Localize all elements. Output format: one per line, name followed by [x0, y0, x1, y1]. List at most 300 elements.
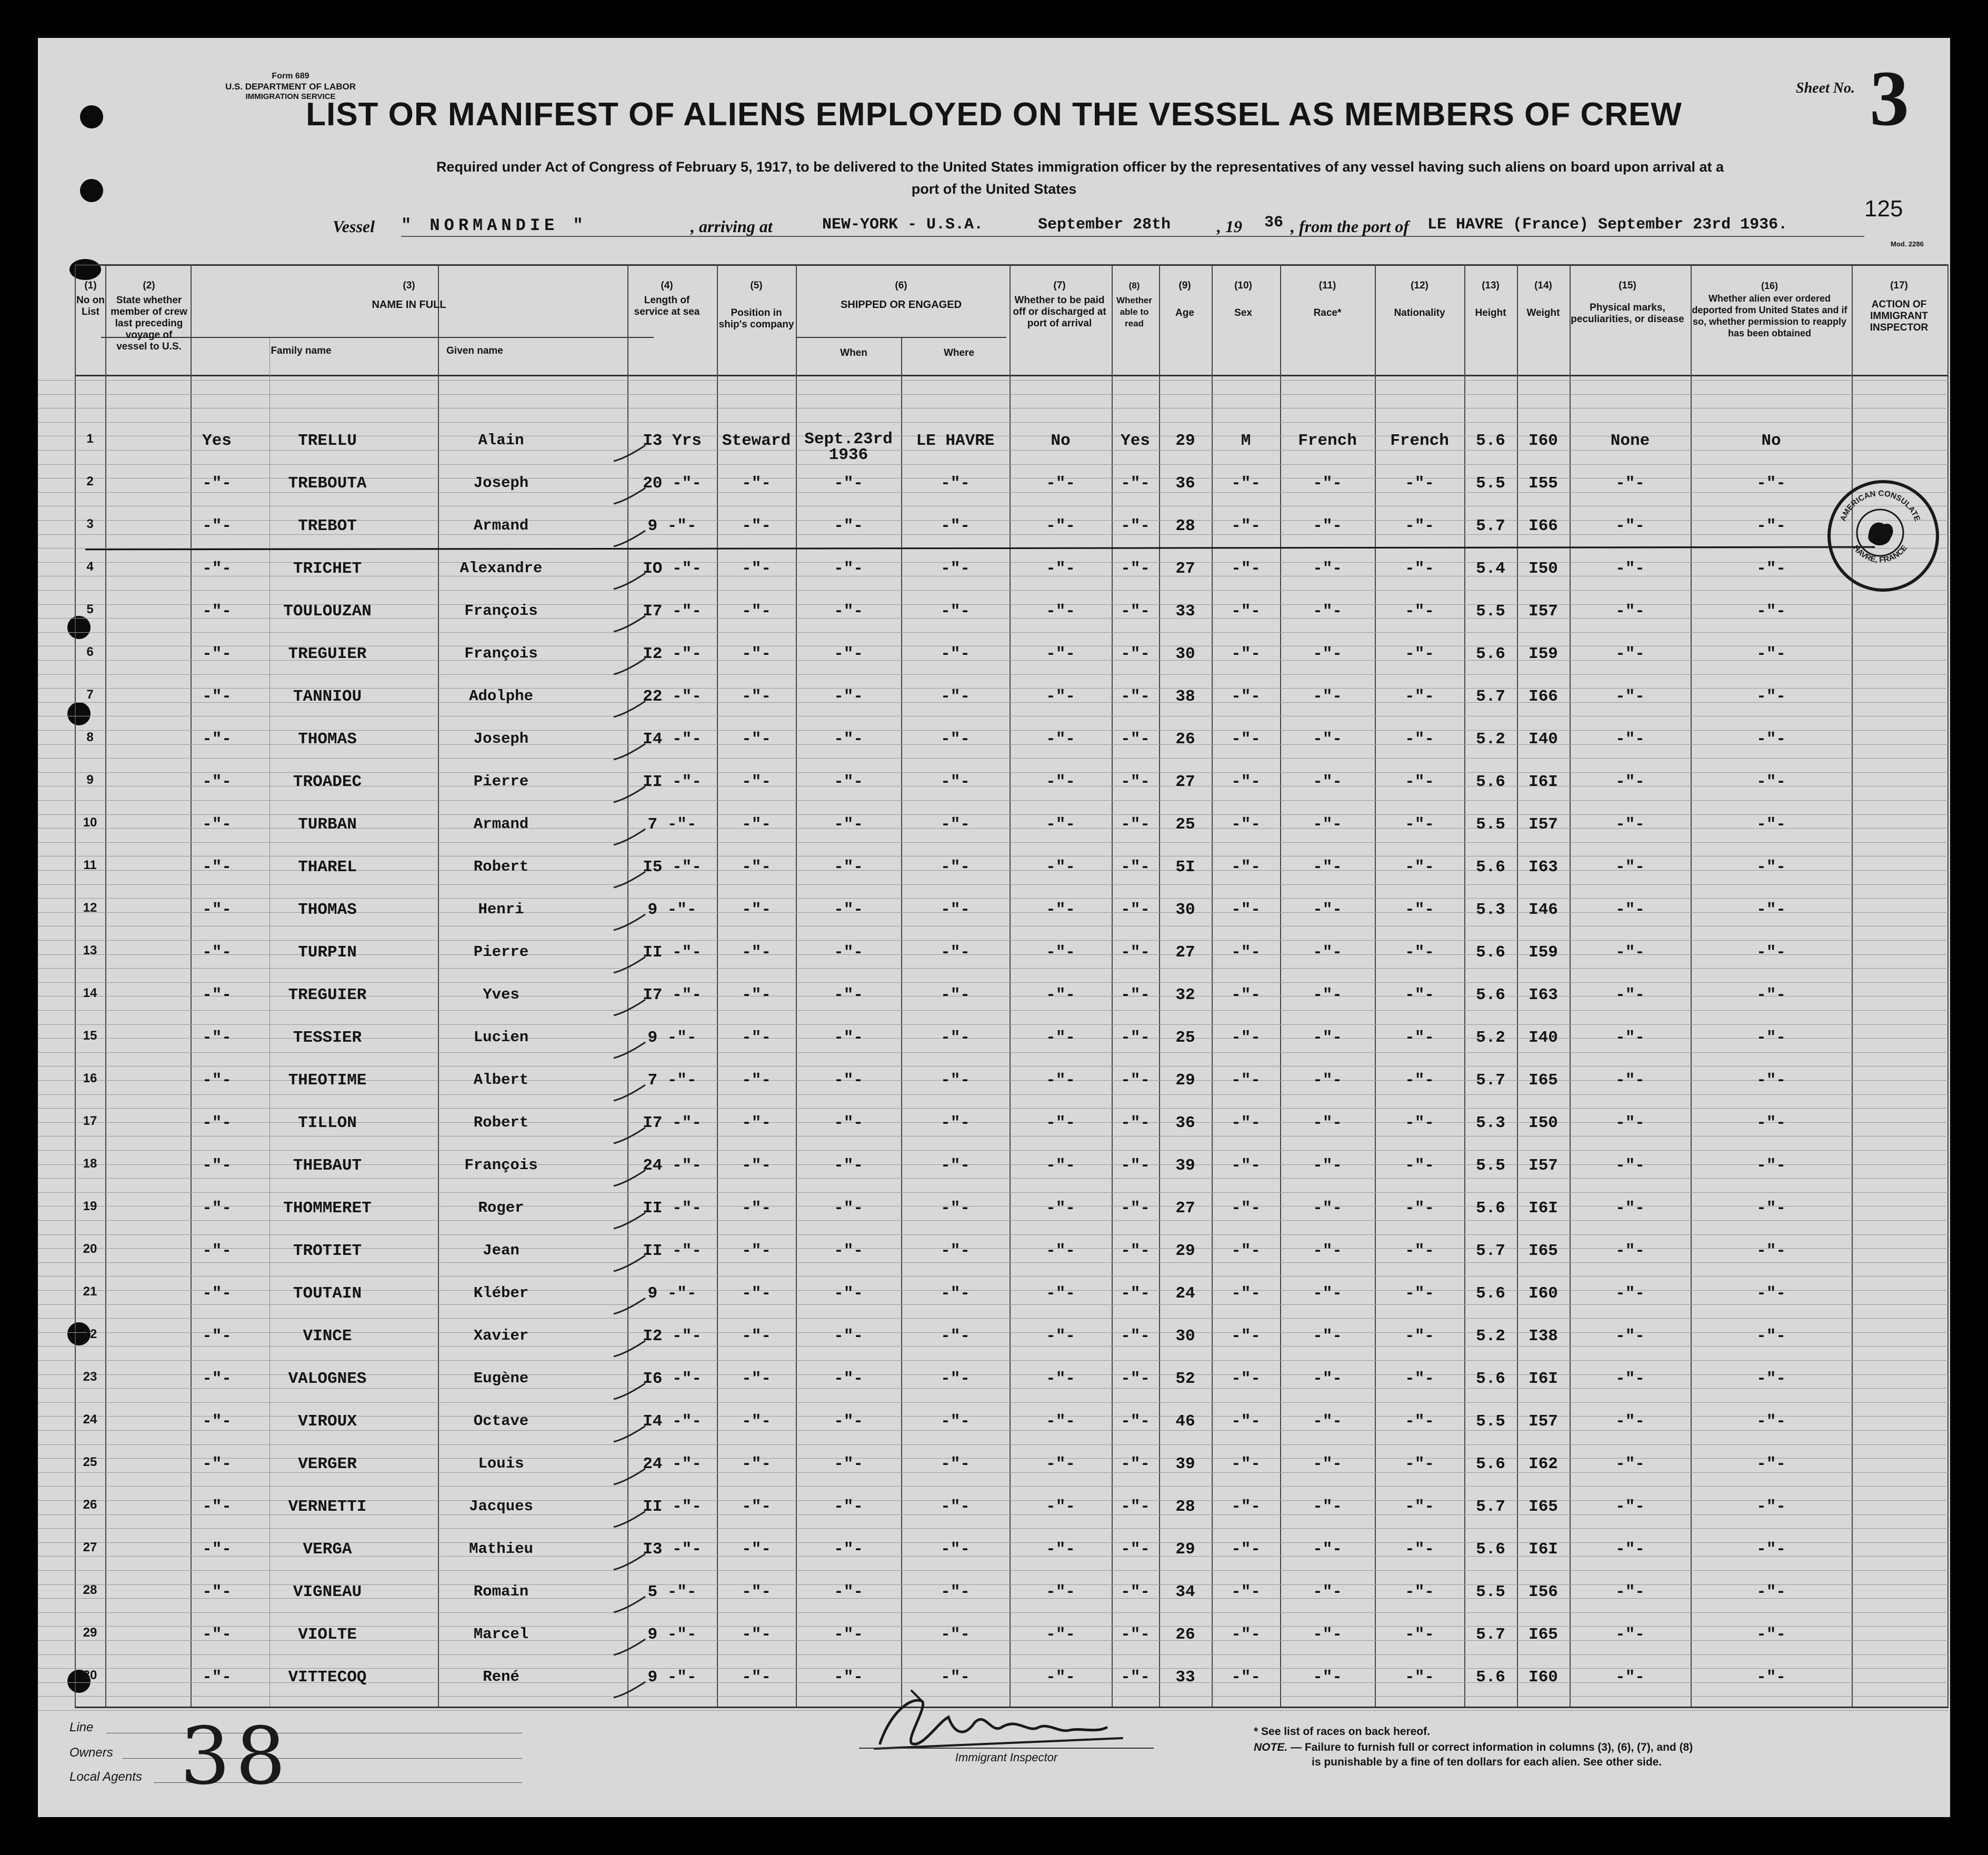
cell-when: -"- [834, 1498, 863, 1516]
punch-hole [69, 259, 101, 280]
cell-when: -"- [834, 1625, 863, 1644]
handwritten-tick [612, 1467, 648, 1488]
handwritten-tick [612, 1509, 648, 1530]
cell-age: 5I [1175, 858, 1195, 876]
cell-race: -"- [1313, 517, 1342, 535]
cell-where: -"- [941, 1156, 970, 1175]
cell-marks: -"- [1615, 1242, 1645, 1260]
cell-nationality: -"- [1405, 1583, 1434, 1601]
cell-position: -"- [742, 943, 771, 962]
cell-weight: I60 [1529, 1668, 1558, 1687]
cell-where: -"- [941, 1668, 970, 1687]
handwritten-tick [612, 1339, 648, 1360]
cell-when: -"- [834, 474, 863, 493]
cell-paid: -"- [1046, 1583, 1075, 1601]
cell-paid: -"- [1046, 901, 1075, 919]
cell-where: -"- [941, 986, 970, 1004]
cell-given: Albert [473, 1071, 529, 1089]
col-15-header: (15) Physical marks, peculiarities, or disease [1571, 280, 1684, 325]
col-4-header: (4) Length of service at sea [634, 280, 700, 317]
inspector-label: Immigrant Inspector [955, 1751, 1058, 1764]
cell-deported: -"- [1756, 1114, 1786, 1132]
cell-where: -"- [941, 1327, 970, 1345]
cell-height: 5.6 [1476, 1455, 1505, 1473]
cell-no: 19 [83, 1199, 97, 1213]
cell-weight: I66 [1529, 517, 1558, 535]
cell-when: -"- [834, 687, 863, 706]
cell-where: -"- [941, 1625, 970, 1644]
ruled-line [38, 1444, 1949, 1445]
ruled-line [38, 1234, 1949, 1235]
cell-read: -"- [1121, 815, 1150, 834]
cell-height: 5.6 [1476, 645, 1505, 663]
cell-family: TROTIET [293, 1242, 362, 1260]
cell-height: 5.2 [1476, 730, 1505, 749]
cell-prev: -"- [202, 815, 232, 834]
cell-height: 5.7 [1476, 517, 1505, 535]
cell-when: -"- [834, 1114, 863, 1132]
cell-given: Joseph [473, 474, 529, 492]
cell-age: 32 [1175, 986, 1195, 1004]
cell-no: 8 [86, 730, 94, 744]
cell-height: 5.5 [1476, 815, 1505, 834]
cell-age: 29 [1175, 1242, 1195, 1260]
cell-given: Louis [478, 1455, 524, 1472]
cell-family: TRELLU [298, 432, 357, 450]
cell-race: -"- [1313, 1498, 1342, 1516]
col-16-header: (16) Whether alien ever ordered deported from United States and if so, whether permission to reapply has been obtained [1692, 281, 1847, 338]
cell-position: -"- [742, 1625, 771, 1644]
cell-paid: -"- [1046, 1370, 1075, 1388]
cell-paid: -"- [1046, 773, 1075, 791]
note-label: NOTE. [1254, 1741, 1288, 1753]
cell-race: -"- [1313, 943, 1342, 962]
cell-service: I3 Yrs [643, 432, 702, 450]
cell-read: -"- [1121, 986, 1150, 1004]
cell-weight: I66 [1529, 687, 1558, 706]
svg-text:AMERICAN CONSULATE [1839, 489, 1922, 523]
cell-when: -"- [834, 730, 863, 749]
cell-paid: No [1051, 432, 1071, 450]
arrival-date: September 28th [1038, 216, 1171, 234]
cell-age: 27 [1175, 1199, 1195, 1218]
cell-marks: -"- [1615, 1412, 1645, 1431]
manifest-sheet [38, 38, 1950, 1817]
cell-given: Armand [473, 815, 529, 833]
cell-read: -"- [1121, 474, 1150, 493]
cell-given: Henri [478, 901, 524, 918]
ruled-line [38, 1654, 1949, 1655]
cell-sex: -"- [1231, 1540, 1261, 1559]
cell-given: Alexandre [459, 560, 543, 577]
cell-read: -"- [1121, 1625, 1150, 1644]
cell-prev: -"- [202, 1029, 232, 1047]
cell-where: -"- [941, 1284, 970, 1303]
cell-given: Pierre [473, 943, 529, 961]
cell-given: René [483, 1668, 520, 1686]
cell-given: Adolphe [469, 687, 533, 705]
cell-weight: I59 [1529, 645, 1558, 663]
owners-label: Owners [69, 1746, 113, 1760]
cell-sex: -"- [1231, 1583, 1261, 1601]
cell-prev: -"- [202, 1668, 232, 1687]
cell-age: 27 [1175, 560, 1195, 578]
cell-weight: I60 [1529, 1284, 1558, 1303]
cell-marks: -"- [1615, 1668, 1645, 1687]
cell-service: 24 -"- [643, 1156, 702, 1175]
table-top-border [75, 264, 1949, 266]
cell-weight: I6I [1529, 1199, 1558, 1218]
handwritten-tick [612, 784, 648, 805]
cell-weight: I6I [1529, 773, 1558, 791]
cell-paid: -"- [1046, 602, 1075, 621]
cell-family: THOMAS [298, 901, 357, 919]
cell-position: -"- [742, 1071, 771, 1090]
voyage-underline [401, 236, 1864, 237]
cell-no: 18 [83, 1156, 97, 1171]
cell-height: 5.6 [1476, 986, 1505, 1004]
cell-prev: -"- [202, 1370, 232, 1388]
cell-family: TREGUIER [288, 645, 367, 663]
cell-nationality: -"- [1405, 1370, 1434, 1388]
ruled-line [38, 1262, 1949, 1263]
cell-race: -"- [1313, 1029, 1342, 1047]
cell-read: -"- [1121, 901, 1150, 919]
cell-given: Armand [473, 517, 529, 534]
ruled-line [38, 1178, 1949, 1179]
ruled-line [38, 884, 1949, 885]
cell-marks: -"- [1615, 730, 1645, 749]
cell-no: 20 [83, 1242, 97, 1256]
cell-family: TURBAN [298, 815, 357, 834]
cell-marks: -"- [1615, 858, 1645, 876]
cell-deported: -"- [1756, 1412, 1786, 1431]
cell-nationality: -"- [1405, 1455, 1434, 1473]
cell-nationality: -"- [1405, 1199, 1434, 1218]
cell-paid: -"- [1046, 560, 1075, 578]
cell-marks: -"- [1615, 645, 1645, 663]
cell-no: 25 [83, 1455, 97, 1469]
cell-marks: -"- [1615, 602, 1645, 621]
cell-race: -"- [1313, 645, 1342, 663]
cell-height: 5.2 [1476, 1029, 1505, 1047]
cell-nationality: -"- [1405, 1540, 1434, 1559]
cell-deported: No [1761, 432, 1781, 450]
ruled-line [38, 632, 1949, 633]
cell-nationality: -"- [1405, 1625, 1434, 1644]
cell-race: -"- [1313, 1114, 1342, 1132]
cell-when: -"- [834, 858, 863, 876]
cell-nationality: -"- [1405, 858, 1434, 876]
cell-read: -"- [1121, 1370, 1150, 1388]
cell-prev: -"- [202, 1455, 232, 1473]
ruled-line [38, 464, 1949, 465]
cell-no: 10 [83, 815, 97, 830]
ruled-line [38, 1304, 1949, 1305]
cell-paid: -"- [1046, 1327, 1075, 1345]
cell-position: -"- [742, 1412, 771, 1431]
handwritten-tick [612, 656, 648, 677]
cell-where: -"- [941, 1498, 970, 1516]
col-13-header: (13) Height [1475, 280, 1506, 318]
cell-no: 22 [83, 1327, 97, 1341]
ruled-line [38, 1192, 1949, 1193]
cell-service: I4 -"- [643, 730, 702, 749]
cell-age: 25 [1175, 1029, 1195, 1047]
cell-prev: -"- [202, 1071, 232, 1090]
cell-no: 1 [86, 432, 94, 446]
cell-age: 34 [1175, 1583, 1195, 1601]
col-2-header: (2) State whether member of crew last preceding voyage of vessel to U.S. [111, 280, 187, 352]
cell-race: -"- [1313, 1668, 1342, 1687]
cell-where: LE HAVRE [916, 432, 995, 450]
cell-family: TREBOUTA [288, 474, 367, 493]
cell-given: Marcel [473, 1625, 529, 1643]
cell-where: -"- [941, 1029, 970, 1047]
cell-age: 36 [1175, 474, 1195, 493]
cell-service: II -"- [643, 1498, 702, 1516]
ruled-line [38, 450, 1949, 451]
cell-read: -"- [1121, 1583, 1150, 1601]
cell-deported: -"- [1756, 687, 1786, 706]
cell-deported: -"- [1756, 943, 1786, 962]
cell-deported: -"- [1756, 474, 1786, 493]
cell-marks: -"- [1615, 1284, 1645, 1303]
col-11-header: (11) Race* [1313, 280, 1342, 318]
cell-position: -"- [742, 687, 771, 706]
cell-position: -"- [742, 1455, 771, 1473]
cell-position: -"- [742, 815, 771, 834]
ruled-line [38, 800, 1949, 801]
cell-service: I3 -"- [643, 1540, 702, 1559]
cell-paid: -"- [1046, 517, 1075, 535]
cell-marks: -"- [1615, 773, 1645, 791]
cell-no: 2 [86, 474, 94, 488]
cell-prev: -"- [202, 858, 232, 876]
cell-sex: -"- [1231, 1029, 1261, 1047]
cell-height: 5.6 [1476, 1370, 1505, 1388]
ruled-line [38, 1486, 1949, 1487]
cell-marks: -"- [1615, 986, 1645, 1004]
cell-no: 4 [86, 560, 94, 574]
cell-when: -"- [834, 1370, 863, 1388]
cell-nationality: -"- [1405, 986, 1434, 1004]
cell-read: -"- [1121, 1498, 1150, 1516]
cell-height: 5.6 [1476, 773, 1505, 791]
cell-read: -"- [1121, 1029, 1150, 1047]
cell-read: -"- [1121, 1412, 1150, 1431]
arrival-year: 36 [1264, 214, 1284, 232]
cell-marks: -"- [1615, 1114, 1645, 1132]
cell-height: 5.6 [1476, 1668, 1505, 1687]
cell-sex: -"- [1231, 1370, 1261, 1388]
cell-read: -"- [1121, 730, 1150, 749]
cell-sex: -"- [1231, 474, 1261, 493]
cell-given: Xavier [473, 1327, 529, 1344]
cell-family: TRICHET [293, 560, 362, 578]
cell-sex: -"- [1231, 1412, 1261, 1431]
cell-height: 5.7 [1476, 1498, 1505, 1516]
arriving-port: NEW-YORK - U.S.A. [822, 216, 984, 234]
cell-prev: -"- [202, 1412, 232, 1431]
cell-read: -"- [1121, 1114, 1150, 1132]
cell-prev: -"- [202, 986, 232, 1004]
cell-prev: -"- [202, 1583, 232, 1601]
cell-family: VIOLTE [298, 1625, 357, 1644]
cell-marks: -"- [1615, 1498, 1645, 1516]
cell-given: Yves [483, 986, 520, 1003]
cell-paid: -"- [1046, 474, 1075, 493]
cell-weight: I65 [1529, 1625, 1558, 1644]
cell-where: -"- [941, 517, 970, 535]
handwritten-tick [612, 912, 648, 933]
cell-sex: -"- [1231, 986, 1261, 1004]
cell-nationality: -"- [1405, 1668, 1434, 1687]
cell-nationality: -"- [1405, 901, 1434, 919]
cell-weight: I63 [1529, 986, 1558, 1004]
cell-service: 9 -"- [647, 1284, 697, 1303]
cell-nationality: -"- [1405, 1498, 1434, 1516]
cell-where: -"- [941, 1114, 970, 1132]
cell-read: -"- [1121, 1284, 1150, 1303]
cell-race: -"- [1313, 815, 1342, 834]
cell-weight: I57 [1529, 602, 1558, 621]
cell-position: -"- [742, 474, 771, 493]
cell-age: 30 [1175, 1327, 1195, 1345]
cell-read: Yes [1121, 432, 1150, 450]
cell-when: -"- [834, 1242, 863, 1260]
cell-height: 5.7 [1476, 1071, 1505, 1090]
cell-where: -"- [941, 1199, 970, 1218]
cell-age: 39 [1175, 1455, 1195, 1473]
cell-age: 36 [1175, 1114, 1195, 1132]
cell-height: 5.7 [1476, 1242, 1505, 1260]
cell-sex: -"- [1231, 560, 1261, 578]
cell-when: -"- [834, 773, 863, 791]
cell-position: -"- [742, 1156, 771, 1175]
cell-given: Romain [473, 1583, 529, 1600]
cell-sex: -"- [1231, 730, 1261, 749]
cell-height: 5.6 [1476, 1284, 1505, 1303]
cell-sex: -"- [1231, 1071, 1261, 1090]
cell-when: -"- [834, 1327, 863, 1345]
local-agents-label: Local Agents [69, 1770, 142, 1784]
cell-marks: -"- [1615, 560, 1645, 578]
cell-no: 29 [83, 1625, 97, 1640]
arriving-label: , arriving at [691, 217, 773, 236]
cell-nationality: -"- [1405, 773, 1434, 791]
table-header-border [75, 375, 1949, 376]
cell-age: 26 [1175, 730, 1195, 749]
when-header: When [840, 347, 867, 358]
ruled-line [38, 1570, 1949, 1571]
cell-deported: -"- [1756, 901, 1786, 919]
stamp-top-text: AMERICAN CONSULATE [1838, 488, 1922, 523]
line-label: Line [69, 1720, 94, 1734]
cell-prev: -"- [202, 773, 232, 791]
cell-family: TILLON [298, 1114, 357, 1132]
handwritten-tick [612, 571, 648, 592]
cell-paid: -"- [1046, 1029, 1075, 1047]
handwritten-tick [612, 443, 648, 464]
cell-nationality: -"- [1405, 474, 1434, 493]
sheet-number: 3 [1870, 55, 1909, 142]
cell-weight: I60 [1529, 432, 1558, 450]
cell-deported: -"- [1756, 1199, 1786, 1218]
note-line-2: is punishable by a fine of ten dollars for each alien. See other side. [1312, 1756, 1662, 1768]
cell-sex: -"- [1231, 645, 1261, 663]
cell-marks: -"- [1615, 474, 1645, 493]
cell-weight: I6I [1529, 1370, 1558, 1388]
cell-given: Roger [478, 1199, 524, 1216]
cell-position: -"- [742, 602, 771, 621]
cell-when: -"- [834, 1540, 863, 1559]
cell-sex: -"- [1231, 1114, 1261, 1132]
cell-service: I5 -"- [643, 858, 702, 876]
cell-given: Jacques [469, 1498, 533, 1515]
cell-weight: I57 [1529, 815, 1558, 834]
cell-service: 9 -"- [647, 1625, 697, 1644]
cell-paid: -"- [1046, 1071, 1075, 1090]
cell-age: 25 [1175, 815, 1195, 834]
handwritten-tick [612, 486, 648, 507]
cell-marks: -"- [1615, 901, 1645, 919]
cell-weight: I63 [1529, 858, 1558, 876]
cell-family: THOMAS [298, 730, 357, 749]
cell-position: -"- [742, 901, 771, 919]
cell-prev: -"- [202, 1498, 232, 1516]
cell-given: Lucien [473, 1029, 529, 1046]
cell-when: -"- [834, 1156, 863, 1175]
cell-prev: -"- [202, 1625, 232, 1644]
cell-when: -"- [834, 517, 863, 535]
cell-no: 28 [83, 1583, 97, 1597]
cell-where: -"- [941, 645, 970, 663]
cell-age: 30 [1175, 901, 1195, 919]
handwritten-total: 38 [180, 1711, 291, 1802]
cell-paid: -"- [1046, 1412, 1075, 1431]
cell-nationality: -"- [1405, 560, 1434, 578]
cell-no: 13 [83, 943, 97, 958]
cell-marks: -"- [1615, 943, 1645, 962]
cell-sex: -"- [1231, 517, 1261, 535]
cell-sex: -"- [1231, 1668, 1261, 1687]
family-name-header: Family name [271, 345, 332, 356]
cell-paid: -"- [1046, 1455, 1075, 1473]
handwritten-tick [612, 1211, 648, 1232]
cell-service: I2 -"- [643, 1327, 702, 1345]
ruled-line [38, 1024, 1949, 1025]
cell-age: 39 [1175, 1156, 1195, 1175]
cell-where: -"- [941, 1370, 970, 1388]
cell-nationality: French [1390, 432, 1449, 450]
cell-weight: I6I [1529, 1540, 1558, 1559]
cell-where: -"- [941, 602, 970, 621]
cell-nationality: -"- [1405, 943, 1434, 962]
col-3-header: (3) NAME IN FULL [372, 280, 446, 311]
cell-height: 5.4 [1476, 560, 1505, 578]
cell-read: -"- [1121, 645, 1150, 663]
cell-deported: -"- [1756, 517, 1786, 535]
cell-sex: -"- [1231, 943, 1261, 962]
cell-deported: -"- [1756, 1625, 1786, 1644]
ruled-line [38, 982, 1949, 983]
cell-no: 21 [83, 1284, 97, 1299]
cell-age: 52 [1175, 1370, 1195, 1388]
handwritten-tick [612, 614, 648, 635]
handwritten-tick [612, 1083, 648, 1104]
cell-age: 33 [1175, 602, 1195, 621]
